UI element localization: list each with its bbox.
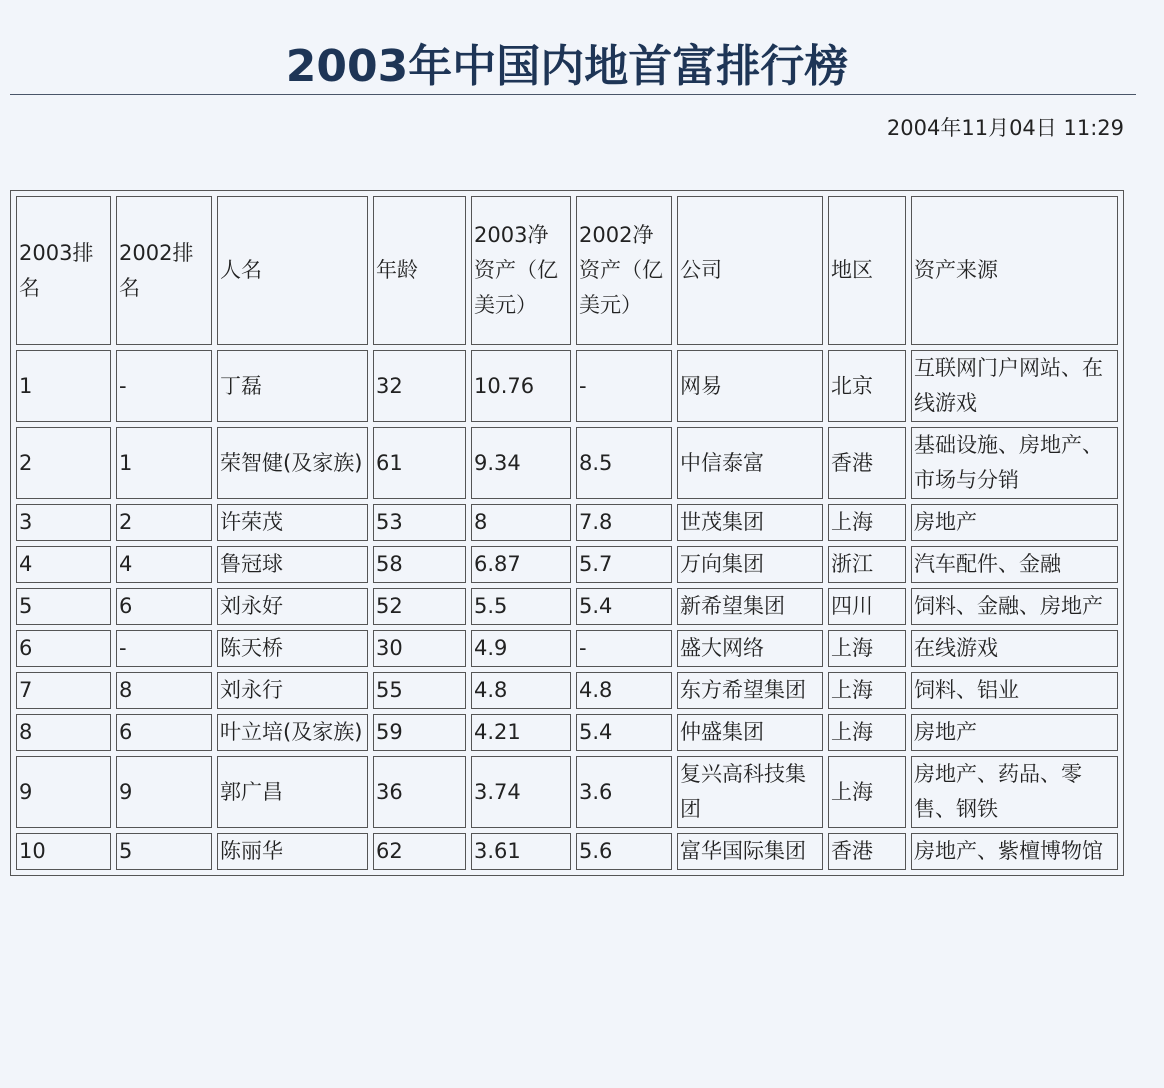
column-header: 2003净资产（亿美元） bbox=[471, 196, 571, 345]
table-cell: 北京 bbox=[828, 350, 906, 422]
table-cell: 36 bbox=[373, 756, 466, 828]
table-cell: 新希望集团 bbox=[677, 588, 823, 625]
table-cell: 5 bbox=[16, 588, 111, 625]
table-cell: 5.4 bbox=[576, 588, 672, 625]
column-header: 年龄 bbox=[373, 196, 466, 345]
table-cell: 8 bbox=[471, 504, 571, 541]
rich-list-table bbox=[10, 190, 1124, 876]
table-cell: 万向集团 bbox=[677, 546, 823, 583]
table-row bbox=[16, 350, 1118, 422]
table-cell: 上海 bbox=[828, 756, 906, 828]
table-row bbox=[16, 504, 1118, 541]
column-header: 2003排名 bbox=[16, 196, 111, 345]
table-cell: 6.87 bbox=[471, 546, 571, 583]
table-cell: 9.34 bbox=[471, 427, 571, 499]
table-cell: 7 bbox=[16, 672, 111, 709]
table-cell: 房地产、紫檀博物馆 bbox=[911, 833, 1118, 870]
table-cell: 陈丽华 bbox=[217, 833, 368, 870]
table-cell: 东方希望集团 bbox=[677, 672, 823, 709]
table-cell: 4 bbox=[16, 546, 111, 583]
table-cell: 53 bbox=[373, 504, 466, 541]
table-cell: 上海 bbox=[828, 630, 906, 667]
table-row bbox=[16, 427, 1118, 499]
table-cell: 4.8 bbox=[576, 672, 672, 709]
table-cell: 8 bbox=[116, 672, 212, 709]
table-cell: 互联网门户网站、在线游戏 bbox=[911, 350, 1118, 422]
table-cell: 基础设施、房地产、市场与分销 bbox=[911, 427, 1118, 499]
table-cell: 3.6 bbox=[576, 756, 672, 828]
table-cell: 61 bbox=[373, 427, 466, 499]
table-cell: 7.8 bbox=[576, 504, 672, 541]
table-cell: 6 bbox=[116, 714, 212, 751]
table-cell: 10 bbox=[16, 833, 111, 870]
page-title: 2003年中国内地首富排行榜 bbox=[285, 41, 849, 92]
table-cell: - bbox=[116, 630, 212, 667]
table-row bbox=[16, 630, 1118, 667]
table-row bbox=[16, 672, 1118, 709]
table-cell: 房地产、药品、零售、钢铁 bbox=[911, 756, 1118, 828]
table-cell: 荣智健(及家族) bbox=[217, 427, 368, 499]
table-cell: 饲料、金融、房地产 bbox=[911, 588, 1118, 625]
table-cell: - bbox=[576, 630, 672, 667]
table-cell: 8.5 bbox=[576, 427, 672, 499]
column-header: 2002排名 bbox=[116, 196, 212, 345]
table-cell: 陈天桥 bbox=[217, 630, 368, 667]
table-cell: 4 bbox=[116, 546, 212, 583]
publish-date: 2004年11月04日 11:29 bbox=[886, 116, 1124, 140]
table-cell: 刘永行 bbox=[217, 672, 368, 709]
table-cell: 4.21 bbox=[471, 714, 571, 751]
table-cell: 3.61 bbox=[471, 833, 571, 870]
table-cell: 52 bbox=[373, 588, 466, 625]
table-cell: 3 bbox=[16, 504, 111, 541]
table-row bbox=[16, 756, 1118, 828]
table-cell: 丁磊 bbox=[217, 350, 368, 422]
table-cell: 1 bbox=[16, 350, 111, 422]
table-cell: 中信泰富 bbox=[677, 427, 823, 499]
table-cell: 32 bbox=[373, 350, 466, 422]
table-cell: 浙江 bbox=[828, 546, 906, 583]
table-cell: 复兴高科技集团 bbox=[677, 756, 823, 828]
column-header: 人名 bbox=[217, 196, 368, 345]
table-cell: 饲料、铝业 bbox=[911, 672, 1118, 709]
table-cell: 盛大网络 bbox=[677, 630, 823, 667]
table-cell: 网易 bbox=[677, 350, 823, 422]
table-cell: 5.5 bbox=[471, 588, 571, 625]
table-cell: 30 bbox=[373, 630, 466, 667]
table-cell: 许荣茂 bbox=[217, 504, 368, 541]
table-cell: 5.6 bbox=[576, 833, 672, 870]
table-row bbox=[16, 833, 1118, 870]
table-cell: 在线游戏 bbox=[911, 630, 1118, 667]
table-cell: 5.7 bbox=[576, 546, 672, 583]
title-divider bbox=[10, 94, 1136, 95]
table-cell: 6 bbox=[16, 630, 111, 667]
table-cell: 62 bbox=[373, 833, 466, 870]
table-cell: 3.74 bbox=[471, 756, 571, 828]
table-cell: 房地产 bbox=[911, 714, 1118, 751]
table-row bbox=[16, 546, 1118, 583]
table-cell: 郭广昌 bbox=[217, 756, 368, 828]
column-header: 资产来源 bbox=[911, 196, 1118, 345]
table-cell: 55 bbox=[373, 672, 466, 709]
table-cell: 6 bbox=[116, 588, 212, 625]
table-cell: 2 bbox=[116, 504, 212, 541]
table-cell: 9 bbox=[16, 756, 111, 828]
table-cell: 5.4 bbox=[576, 714, 672, 751]
table-cell: 香港 bbox=[828, 833, 906, 870]
table-cell: 叶立培(及家族) bbox=[217, 714, 368, 751]
table-cell: - bbox=[576, 350, 672, 422]
table-cell: 房地产 bbox=[911, 504, 1118, 541]
table-cell: 上海 bbox=[828, 672, 906, 709]
column-header: 公司 bbox=[677, 196, 823, 345]
table-cell: 5 bbox=[116, 833, 212, 870]
table-cell: - bbox=[116, 350, 212, 422]
table-cell: 刘永好 bbox=[217, 588, 368, 625]
column-header: 2002净资产（亿美元） bbox=[576, 196, 672, 345]
table-cell: 1 bbox=[116, 427, 212, 499]
table-cell: 上海 bbox=[828, 714, 906, 751]
table-cell: 59 bbox=[373, 714, 466, 751]
table-cell: 4.8 bbox=[471, 672, 571, 709]
table-cell: 鲁冠球 bbox=[217, 546, 368, 583]
table-cell: 汽车配件、金融 bbox=[911, 546, 1118, 583]
table-cell: 仲盛集团 bbox=[677, 714, 823, 751]
table-cell: 4.9 bbox=[471, 630, 571, 667]
table-cell: 8 bbox=[16, 714, 111, 751]
table-cell: 香港 bbox=[828, 427, 906, 499]
table-cell: 58 bbox=[373, 546, 466, 583]
table-row bbox=[16, 588, 1118, 625]
header-row bbox=[16, 196, 1118, 345]
table-row bbox=[16, 714, 1118, 751]
column-header: 地区 bbox=[828, 196, 906, 345]
table-cell: 9 bbox=[116, 756, 212, 828]
table-cell: 2 bbox=[16, 427, 111, 499]
table-cell: 10.76 bbox=[471, 350, 571, 422]
table-cell: 上海 bbox=[828, 504, 906, 541]
table-cell: 四川 bbox=[828, 588, 906, 625]
table-cell: 富华国际集团 bbox=[677, 833, 823, 870]
table-cell: 世茂集团 bbox=[677, 504, 823, 541]
